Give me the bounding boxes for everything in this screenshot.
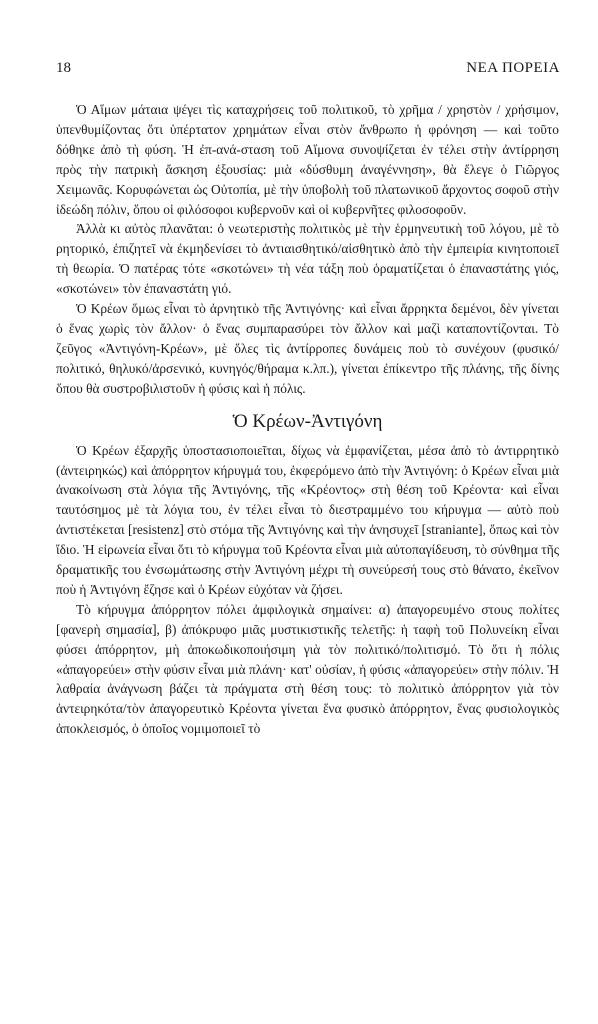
journal-title: ΝΕΑ ΠΟΡΕΙΑ	[466, 60, 560, 76]
paragraph: Ἀλλὰ κι αὐτὸς πλανᾶται: ὁ νεωτεριστὴς πολιτικὸς μὲ τὴν ἑρμηνευτικὴ τοῦ λόγου, μὲ τὸ ρητορικό, ἐπιζητεῖ νὰ ἐκμηδενίσει τὸ ἀντιαισθητικό/αἰσθητικὸ ἀπὸ τὴν ἐμπειρία κινητοποιεῖ τὴ θεωρία. Ὁ πατέρας τότε «σκοτώνει» τὴ νέα τάξη ποὺ ὁραματίζεται ὁ ἐπαναστάτης γιός, «σκοτώνει» τὸν ἐπαναστάτη γιό.	[56, 221, 559, 297]
page-number: 18	[56, 60, 71, 76]
running-head	[56, 60, 560, 80]
paragraph: Ὁ Κρέων ἐξαρχῆς ὑποστασιοποιεῖται, δίχως νὰ ἐμφανίζεται, μέσα ἀπὸ τὸ ἀντιρρητικὸ (ἀντειρηκώς) καὶ ἀπόρρητον κήρυγμά του, ἐκφερόμενο ἀπὸ τὴν Ἀντιγόνη: ὁ Κρέων εἶναι μιὰ ἀνακοίνωση στὰ λόγια τῆς Ἀντιγόνης, τῆς «Κρέοντος» στὴ θέση τοῦ Κρέοντα· καὶ εἶναι ταυτόσημος μὲ τὰ λόγια του, ἐν τέλει εἶναι τὸ διεστραμμένο του κήρυγμα — αὐτὸ ποὺ ἀντιστέκεται [resistenz] στὸ στόμα τῆς Ἀντιγόνης καὶ τὴν ἀνησυχεῖ [straniante], ὅπως καὶ τὸν ἴδιο. Ἡ εἰρωνεία εἶναι ὅτι τὸ κήρυγμα τοῦ Κρέοντα εἶναι μιὰ αὐτοπαγίδευση, τὸ σύνθημα τῆς δραματικῆς του ἐνσωμάτωσης στὴν Ἀντιγόνη μέχρι τὴ συνεύρεσή τους στὸ θάνατο, ἐκεῖνον ποὺ ἡ Ἀντιγόνη ἔζησε καὶ ὁ Κρέων εὐχόταν νὰ ζήσει.	[56, 442, 559, 597]
section-heading: Ὁ Κρέων-Ἀντιγόνη	[232, 410, 383, 432]
paragraph: Ὁ Αἵμων μάταια ψέγει τὶς καταχρήσεις τοῦ πολιτικοῦ, τὸ χρῆμα / χρηστὸν / χρήσιμον, ὑπενθυμίζοντας ὅτι ὑπέρτατον χρημάτων εἶναι στὸν ἄνθρωπο ἡ φρόνηση — καὶ τοῦτο δόθηκε ἀπὸ τὴ φύση. Ἡ ἐπ-ανά-σταση τοῦ Αἵμονα συνοψίζεται ἐν τέλει στὴν ἀντίρρηση πρὸς τὴν πατρικὴ ἄσκηση ἐξουσίας: μιὰ «δύσθυμη ἀναγέννηση», θὰ ἔλεγε ὁ Γιῶργος Χειμωνᾶς. Κορυφώνεται ὡς Οὐτοπία, μὲ τὴν ὑποβολὴ τοῦ πλατωνικοῦ ἄρχοντος σοφοῦ στὴν ἰδεώδη πόλιν, ὅπου οἱ φιλόσοφοι κυβερνοῦν καὶ οἱ κυβερνῆτες φιλοσοφοῦν.	[56, 102, 559, 217]
body-text	[56, 100, 559, 739]
paragraph: Τὸ κήρυγμα ἀπόρρητον πόλει ἀμφιλογικὰ σημαίνει: α) ἀπαγορευμένο στους πολίτες [φανερὴ σημασία], β) ἀπόκρυφο μιᾶς μυστικιστικῆς τελετῆς: ἡ ταφὴ τοῦ Πολυνείκη εἶναι φύσει ἀπόρρητον, μὴ ἀποκωδικοποιήσιμη γιὰ τὸν πολιτικό/πολιτισμό. Τὸ ὅτι ἡ πόλις «ἀπαγορεύει» στὴν φύσιν εἶναι μιὰ πλάνη· κατ' οὐσίαν, ἡ φύσις «ἀπαγορεύει» στὴν πόλιν. Ἡ λαθραία ἀνάγνωση βάζει τὰ πράγματα στὴ θέση τους: τὸ πολιτικὸ ἀπόρρητον γιὰ τὸν ἀντειρηκότα/τὸν ἀπαγορευτικὸ Κρέοντα γίνεται ἕνα φυσικὸ ἀπόρρητον, ἕνας φυσιολογικὸς ἀποκλεισμός, ὁ ὁποῖος νομιμοποιεῖ τὸ	[56, 601, 559, 737]
paragraph: Ὁ Κρέων ὅμως εἶναι τὸ ἀρνητικὸ τῆς Ἀντιγόνης· καὶ εἶναι ἄρρηκτα δεμένοι, δὲν γίνεται ὁ ἕνας χωρὶς τὸν ἄλλον· ὁ ἕνας συμπαρασύρει τὸν ἄλλον καὶ μαζὶ καταποντίζονται. Τὸ ζεῦγος «Ἀντιγόνη-Κρέων», μὲ ὅλες τὶς ἀντίρροπες δυνάμεις ποὺ τὸ συνέχουν (φυσικό/πολιτικό, θηλυκό/ἀρσενικό, κυνηγός/θήραμα κ.λπ.), γίνεται ἐπίκεντρο τῆς πλάνης, τῆς δίνης ὅπου θὰ συστροβιλιστοῦν ἡ φύσις καὶ ἡ πόλις.	[56, 301, 559, 396]
